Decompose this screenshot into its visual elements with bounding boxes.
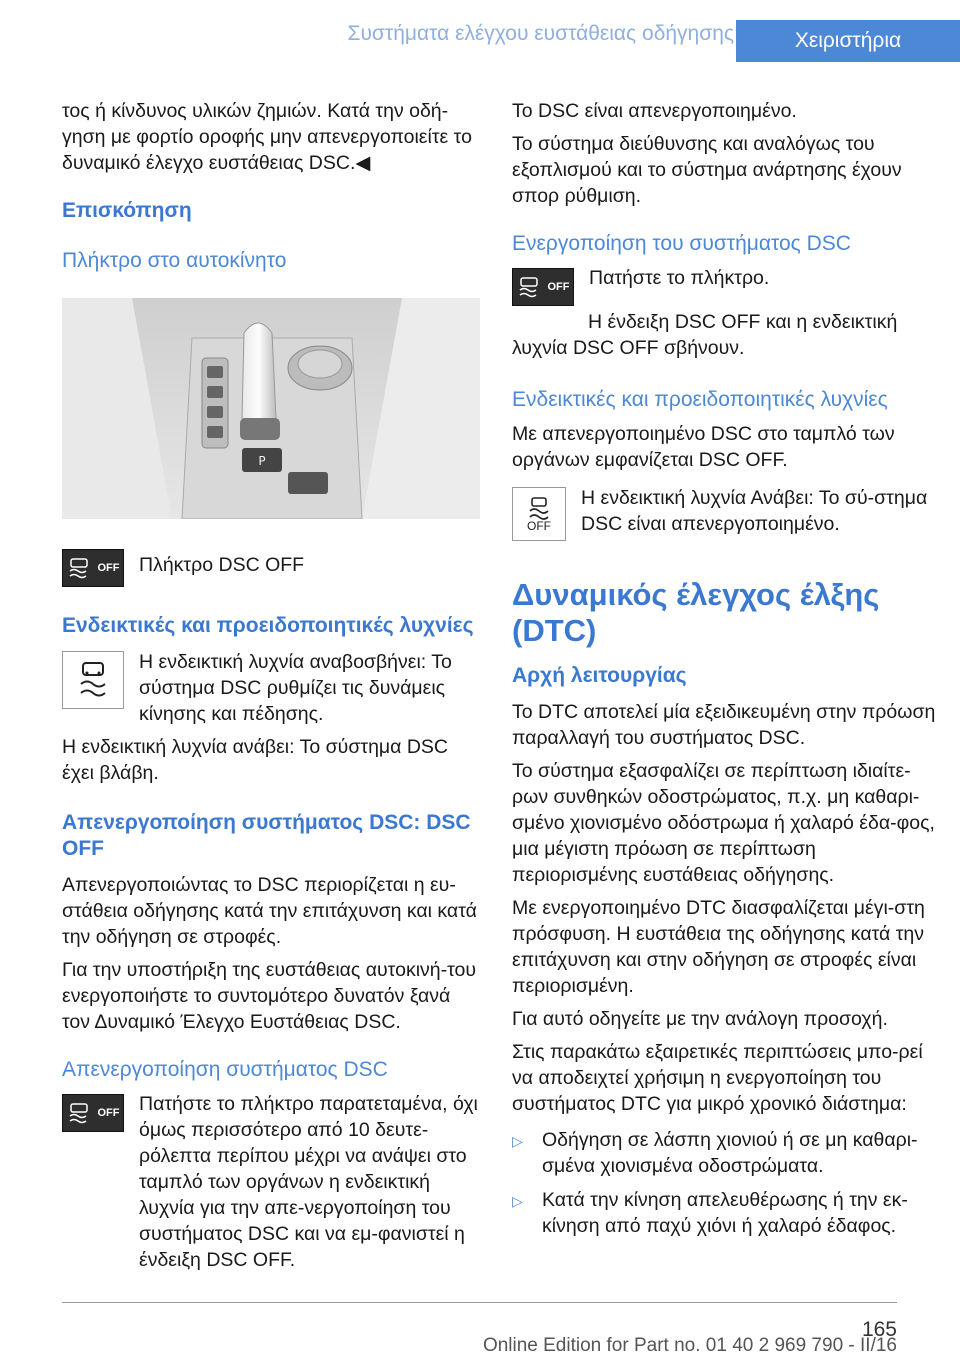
center-console-photo: [62, 298, 480, 519]
dsc-disabled-text: Το DSC είναι απενεργοποιημένο.: [512, 100, 797, 122]
dsc-off-indicator-lamp: [512, 487, 566, 541]
lamp-flash-text: Η ενδεικτική λυχνία αναβοσβήνει: Το σύστημα DSC ρυθμίζει τις δυνάμεις κίνησης και πέδησης.: [139, 651, 452, 725]
edition-footer: Online Edition for Part no. 01 40 2 969 790 - II/16: [482, 1335, 897, 1356]
intro-paragraph: τος ή κίνδυνος υλικών ζημιών. Κατά την οδή‐γηση με φορτίο οροφής μην απενεργοποιείτε το δυναμικό έλεγχο ευστάθειας DSC.◀: [62, 100, 472, 174]
off-label: OFF: [97, 562, 120, 574]
lamp-on-text: Η ενδεικτική λυχνία Ανάβει: Το σύ‐στημα DSC είναι απενεργοποιημένο.: [581, 487, 928, 535]
deactivation-paragraph-1: Απενεργοποιώντας το DSC περιορίζεται η ευ‐στάθεια οδήγησης κατά την επιτάχυνση και κατά την οδήγηση σε στροφές.: [62, 874, 477, 948]
section-title: Συστήματα ελέγχου ευστάθειας οδήγησης: [347, 22, 734, 45]
dsc-off-button-icon: [62, 549, 124, 587]
off-label: OFF: [97, 1107, 120, 1119]
footer-divider: [62, 1302, 897, 1303]
chapter-tab[interactable]: Χειριστήρια: [736, 20, 960, 62]
list-item: [512, 1127, 937, 1179]
dsc-off-button-row: [62, 546, 480, 587]
page-number: 165: [861, 1318, 897, 1341]
off-label: OFF: [527, 519, 551, 533]
dtc-paragraph-5: Στις παρακάτω εξαιρετικές περιπτώσεις μπο‐ρεί να αποδειχτεί χρήσιμη η ενεργοποίηση του συστήματος DTC για μικρό χρονικό διάστημα:: [512, 1041, 923, 1115]
activation-button-row: [512, 265, 937, 306]
indicators-heading-left: Ενδεικτικές και προειδοποιητικές λυχνίες: [62, 614, 474, 637]
overview-heading: Επισκόπηση: [62, 199, 192, 222]
dsc-off-button-icon: [62, 1094, 124, 1132]
sport-setting-text: Το σύστημα διεύθυνσης και αναλόγως του εξοπλισμού και το σύστημα ανάρτησης έχουν σπορ ρύθμιση.: [512, 133, 902, 207]
list-item: [512, 1187, 937, 1239]
skidding-car-icon: [75, 660, 111, 700]
deactivation-sub-heading: Απενεργοποίηση συστήματος DSC: [62, 1058, 388, 1081]
triangle-bullet-icon: ▷: [512, 1193, 523, 1209]
skidding-car-icon: [526, 496, 552, 520]
dsc-off-lamp-row: [512, 485, 937, 541]
press-button-text: Πατήστε το πλήκτρο.: [589, 267, 770, 289]
deactivation-heading: Απενεργοποίηση συστήματος DSC: DSC OFF: [62, 811, 471, 860]
deactivation-button-row: [62, 1091, 480, 1273]
skidding-car-icon: [67, 557, 91, 579]
deactivation-paragraph-2: Για την υποστήριξη της ευστάθειας αυτοκινή‐του ενεργοποιήστε το συντομότερο δυνατόν ξανά τον Δυναμικό Έλεγχο Ευστάθειας DSC.: [62, 959, 477, 1033]
list-item-text: Κατά την κίνηση απελευθέρωσης ή την εκ‐κίνηση από παχύ χιόνι ή χαλαρό έδαφος.: [542, 1189, 908, 1237]
right-column: [512, 98, 937, 1247]
svg-text:P: P: [258, 454, 266, 468]
dsc-indicator-lamp: [62, 651, 124, 709]
dsc-lamp-row: [62, 649, 480, 727]
dtc-paragraph-4: Για αυτό οδηγείτε με την ανάλογη προσοχή.: [512, 1008, 888, 1030]
lamp-lit-text: Η ενδεικτική λυχνία ανάβει: Το σύστημα DSC έχει βλάβη.: [62, 736, 449, 784]
principle-heading: Αρχή λειτουργίας: [512, 664, 687, 687]
dtc-heading: Δυναμικός έλεγχος έλξης (DTC): [512, 577, 880, 648]
activation-heading: Ενεργοποίηση του συστήματος DSC: [512, 232, 851, 255]
button-heading: Πλήκτρο στο αυτοκίνητο: [62, 249, 287, 272]
cluster-display-text: Με απενεργοποιημένο DSC στο ταμπλό των οργάνων εμφανίζεται DSC OFF.: [512, 423, 895, 471]
list-item-text: Οδήγηση σε λάσπη χιονιού ή σε μη καθαρι‐σμένα χιονισμένα οδοστρώματα.: [542, 1129, 918, 1177]
button-caption: Πλήκτρο DSC OFF: [139, 554, 305, 576]
dtc-paragraph-2: Το σύστημα εξασφαλίζει σε περίπτωση ιδιαίτε‐ρων συνθηκών οδοστρώματος, π.χ. μη καθαρι‐σμένο χιονισμένο οδόστρωμα ή χαλαρό έδα‐φος, μια μέγιστη πρόωση σε περίπτωση περιορισμένης ευστάθειας οδήγησης.: [512, 760, 935, 886]
deactivation-sub-text: Πατήστε το πλήκτρο παρατεταμένα, όχι όμως περισσότερο από 10 δευτε‐ρόλεπτα περίπου μέχρι να ανάψει στο ταμπλό των οργάνων η ενδεικτική λυχνία για την απε‐νεργοποίηση του συστήματος DSC και να εμ‐φανιστεί η ένδειξη DSC OFF.: [139, 1093, 478, 1271]
dsc-off-button-icon: [512, 268, 574, 306]
left-column: [62, 98, 480, 1280]
dtc-paragraph-3: Με ενεργοποιημένο DTC διασφαλίζεται μέγι‐στη πρόσφυση. Η ευστάθεια της οδήγησης κατά την επιτάχυνση και στην οδήγηση σε στροφές είναι περιορισμένη.: [512, 897, 925, 997]
skidding-car-icon: [517, 276, 541, 298]
dtc-use-cases-list: [512, 1127, 937, 1239]
off-label: OFF: [547, 281, 570, 293]
triangle-bullet-icon: ▷: [512, 1133, 523, 1149]
indicators-heading-right: Ενδεικτικές και προειδοποιητικές λυχνίες: [512, 388, 888, 411]
off-display-text: Η ένδειξη DSC OFF και η ενδεικτική λυχνία DSC OFF σβήνουν.: [512, 311, 898, 359]
skidding-car-icon: [67, 1102, 91, 1124]
page-header: [0, 0, 960, 62]
dtc-paragraph-1: Το DTC αποτελεί μία εξειδικευμένη στην πρόωση παραλλαγή του συστήματος DSC.: [512, 701, 936, 749]
